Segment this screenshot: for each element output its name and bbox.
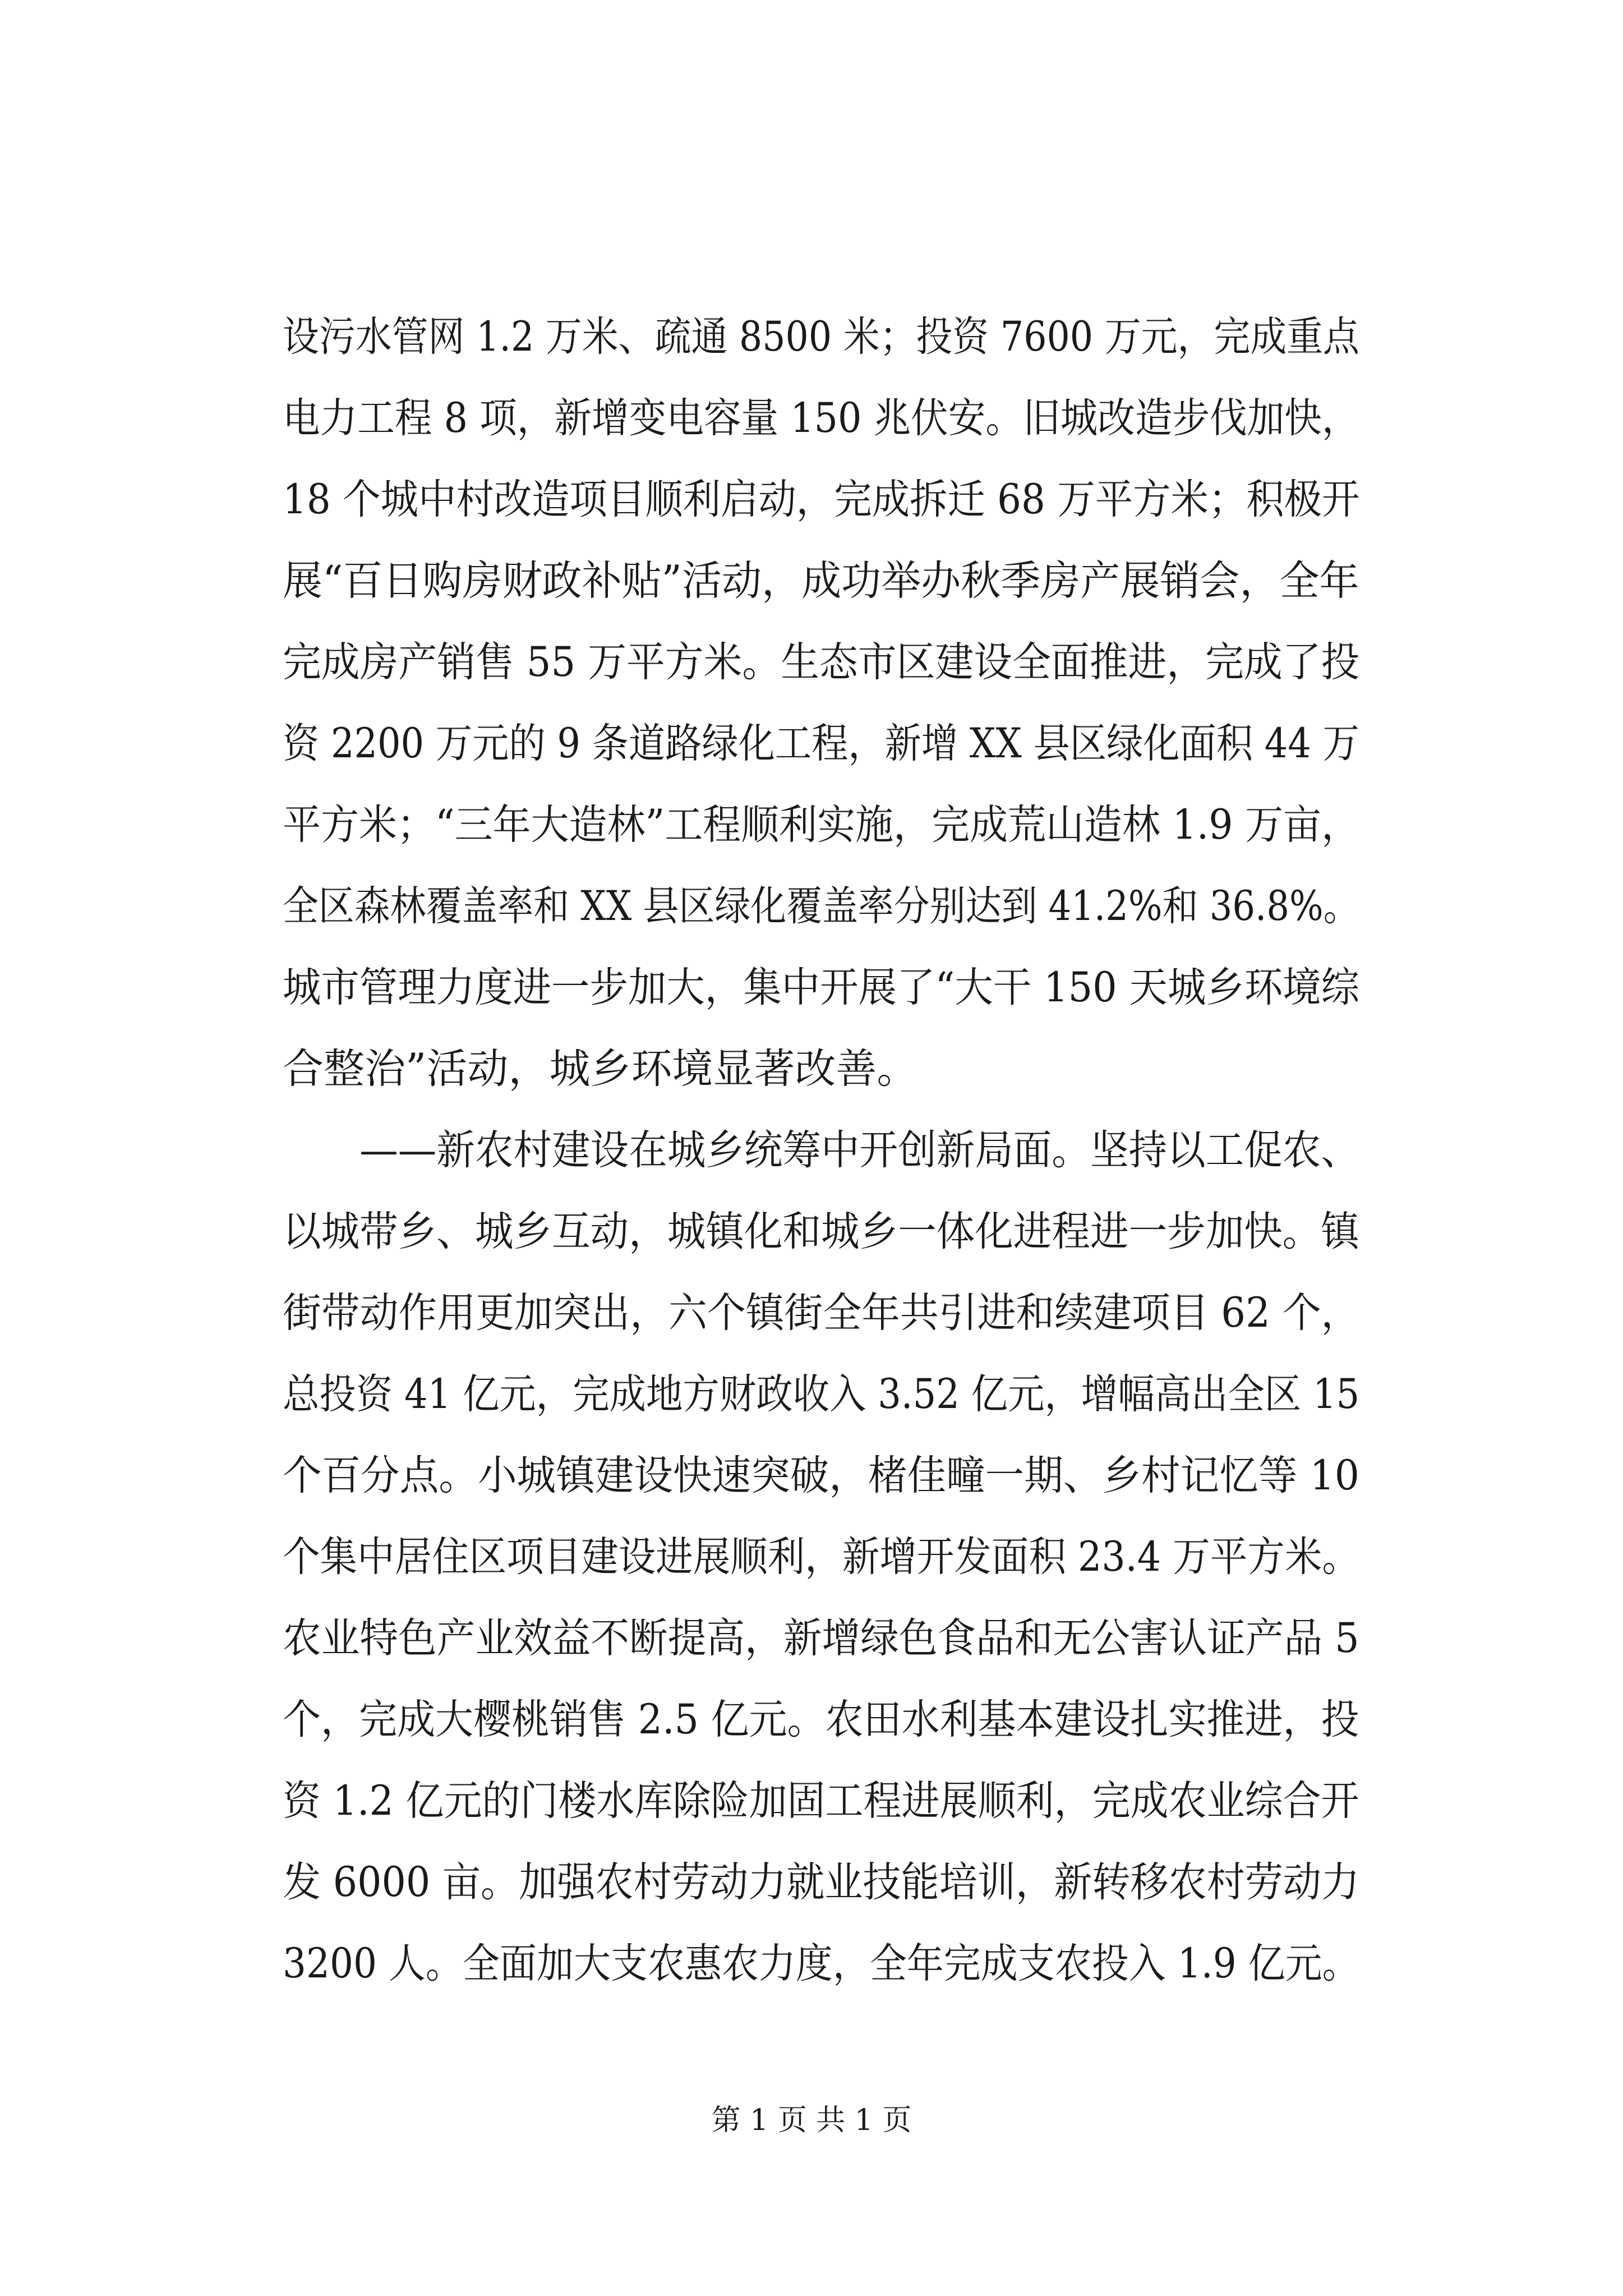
text-line: 合整治”活动，城乡环境显著改善。 bbox=[283, 1045, 918, 1093]
text-line: 展“百日购房财政补贴”活动，成功举办秋季房产展销会，全年 bbox=[283, 557, 1359, 605]
text-line: 城市管理力度进一步加大，集中开展了“大干 150 天城乡环境综 bbox=[283, 964, 1360, 1011]
text-line: 资 2200 万元的 9 条道路绿化工程，新增 XX 县区绿化面积 44 万 bbox=[283, 720, 1359, 767]
text-line: 个百分点。小城镇建设快速突破，楮佳疃一期、乡村记忆等 10 bbox=[283, 1452, 1360, 1499]
text-line: 发 6000 亩。加强农村劳动力就业技能培训，新转移农村劳动力 bbox=[283, 1858, 1360, 1906]
page-footer bbox=[0, 2098, 1623, 2143]
text-line: 农业特色产业效益不断提高，新增绿色食品和无公害认证产品 5 bbox=[283, 1614, 1359, 1662]
text-line: 以城带乡、城乡互动，城镇化和城乡一体化进程进一步加快。镇 bbox=[283, 1208, 1359, 1255]
text-line: 资 1.2 亿元的门楼水库除险加固工程进展顺利，完成农业综合开 bbox=[283, 1777, 1359, 1825]
page-number: 第 1 页 共 1 页 bbox=[711, 2104, 912, 2137]
text-line: 个，完成大樱桃销售 2.5 亿元。农田水利基本建设扎实推进，投 bbox=[283, 1696, 1359, 1743]
text-line: 完成房产销售 55 万平方米。生态市区建设全面推进，完成了投 bbox=[283, 638, 1360, 686]
text-line: 设污水管网 1.2 万米、疏通 8500 米；投资 7600 万元，完成重点 bbox=[283, 313, 1359, 361]
text-line: 街带动作用更加突出，六个镇街全年共引进和续建项目 62 个， bbox=[283, 1289, 1360, 1337]
text-line: 平方米；“三年大造林”工程顺利实施，完成荒山造林 1.9 万亩， bbox=[283, 801, 1360, 849]
text-line: 3200 人。全面加大支农惠农力度，全年完成支农投入 1.9 亿元。 bbox=[283, 1940, 1359, 1987]
text-line: 全区森林覆盖率和 XX 县区绿化覆盖率分别达到 41.2%和 36.8%。 bbox=[283, 882, 1359, 930]
text-line: 总投资 41 亿元，完成地方财政收入 3.52 亿元，增幅高出全区 15 bbox=[283, 1370, 1360, 1418]
body-text bbox=[283, 296, 1359, 2004]
text-line: 18 个城中村改造项目顺利启动，完成拆迁 68 万平方米；积极开 bbox=[283, 476, 1360, 523]
text-line: 个集中居住区项目建设进展顺利，新增开发面积 23.4 万平方米。 bbox=[283, 1533, 1359, 1581]
text-line: 电力工程 8 项，新增变电容量 150 兆伏安。旧城改造步伐加快， bbox=[283, 394, 1359, 442]
text-line: ——新农村建设在城乡统筹中开创新局面。坚持以工促农、 bbox=[283, 1126, 1359, 1174]
